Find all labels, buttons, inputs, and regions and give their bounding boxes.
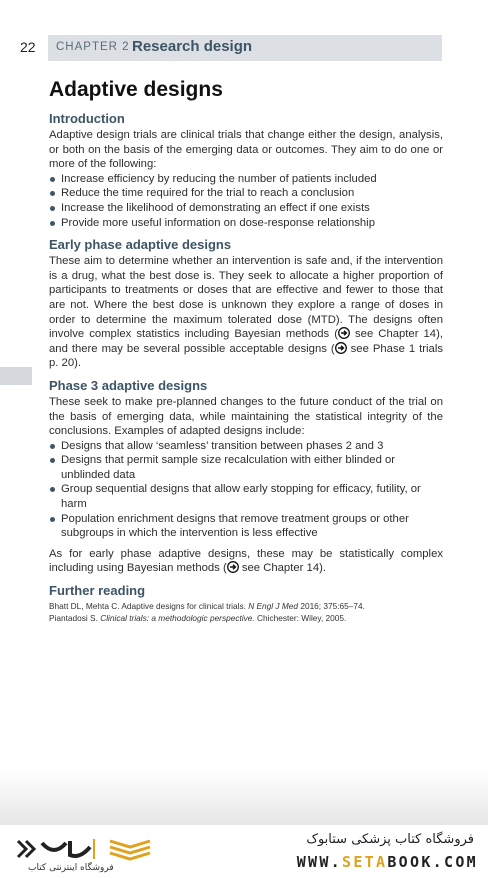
chapter-header <box>48 35 442 61</box>
page-title: Adaptive designs <box>49 78 223 101</box>
reference-journal: N Engl J Med <box>248 601 299 612</box>
cross-reference-arrow-icon[interactable] <box>227 561 239 573</box>
text-run: As for early phase adaptive designs, these may be statistically complex including using Bayesian methods ( <box>49 547 443 575</box>
phase3-list <box>49 439 443 541</box>
page-content <box>49 76 443 624</box>
side-tab-marker <box>0 367 32 385</box>
early-phase-section <box>49 236 443 371</box>
list-item: Increase efficiency by reducing the number of patients included <box>49 172 443 187</box>
store-name: فروشگاه کتاب پزشکی ستابوک <box>306 832 474 847</box>
chapter-label: CHAPTER 2 <box>56 41 130 53</box>
early-phase-text <box>49 254 443 371</box>
text-run: see Chapter 14), and there may be several possible acceptable designs ( <box>49 328 443 355</box>
reference-authors: Piantadosi S. <box>49 613 101 624</box>
list-item: Provide more useful information on dose-response relationship <box>49 216 443 231</box>
phase3-text: These seek to make pre-planned changes to the future conduct of the trial on the basis of emerging data, while maintaining the statistical integrity of the conclusions. Examples of adapted designs include: <box>49 395 443 438</box>
store-url[interactable] <box>297 853 478 871</box>
reference-list <box>49 600 443 624</box>
reference-details: 2016; 375:65–74. <box>298 601 365 612</box>
url-accent: SETA <box>342 853 388 871</box>
introduction-heading: Introduction <box>49 111 125 126</box>
further-reading-heading: Further reading <box>49 583 146 599</box>
setabook-logo-icon <box>14 833 184 865</box>
phase3-section <box>49 377 443 576</box>
cross-reference-arrow-icon[interactable] <box>338 327 350 339</box>
list-item: Group sequential designs that allow early stopping for efficacy, futility, or harm <box>49 482 443 511</box>
phase3-closing-text <box>49 547 443 576</box>
list-item: Increase the likelihood of demonstrating an effect if one exists <box>49 201 443 216</box>
introduction-text: Adaptive design trials are clinical trials that change either the design, analysis, or both on the basis of the emerging data or outcomes. They aim to do one or more of the following: <box>49 129 443 171</box>
further-reading-section <box>49 582 443 624</box>
chapter-title: Research design <box>132 38 253 55</box>
text-run: These aim to determine whether an intervention is safe and, if the intervention is a drug, what the best dose is. They seek to allocate a higher proportion of participants to treatments or doses that are effective and fewer to those that are not. Where the best dose is unknown they explore a range of doses in order to determine the maximum tolerated dose (MTD). The designs often involve complex statistics including Bayesian methods ( <box>49 255 443 341</box>
reference-book: Clinical trials: a methodologic perspective. <box>100 613 255 624</box>
phase3-heading: Phase 3 adaptive designs <box>49 377 208 393</box>
early-phase-heading: Early phase adaptive designs <box>49 237 232 253</box>
list-item: Designs that allow ‘seamless’ transition between phases 2 and 3 <box>49 439 443 454</box>
page-number: 22 <box>20 39 36 55</box>
introduction-section <box>49 110 443 230</box>
reference-authors: Bhatt DL, Mehta C. Adaptive designs for clinical trials. <box>49 601 249 612</box>
introduction-list <box>49 172 443 230</box>
reference-item <box>49 600 443 612</box>
list-item: Population enrichment designs that remove treatment groups or other subgroups in which the intervention is less effective <box>49 512 443 541</box>
watermark-footer <box>0 825 488 878</box>
cross-reference-arrow-icon[interactable] <box>335 342 347 354</box>
footer-fade <box>0 770 488 830</box>
text-run: see Phase 1 trials p. 20). <box>49 342 444 370</box>
reference-details: Chichester: Wiley, 2005. <box>254 613 347 624</box>
logo-text: فروشگاه اینترنتی کتاب <box>28 863 114 873</box>
url-prefix: WWW. <box>296 853 343 871</box>
text-run: see Chapter 14). <box>238 562 327 575</box>
list-item: Designs that permit sample size recalculation with either blinded or unblinded data <box>49 453 443 482</box>
reference-item <box>49 612 443 624</box>
url-suffix: BOOK.COM <box>387 853 478 871</box>
list-item: Reduce the time required for the trial to reach a conclusion <box>49 186 443 201</box>
